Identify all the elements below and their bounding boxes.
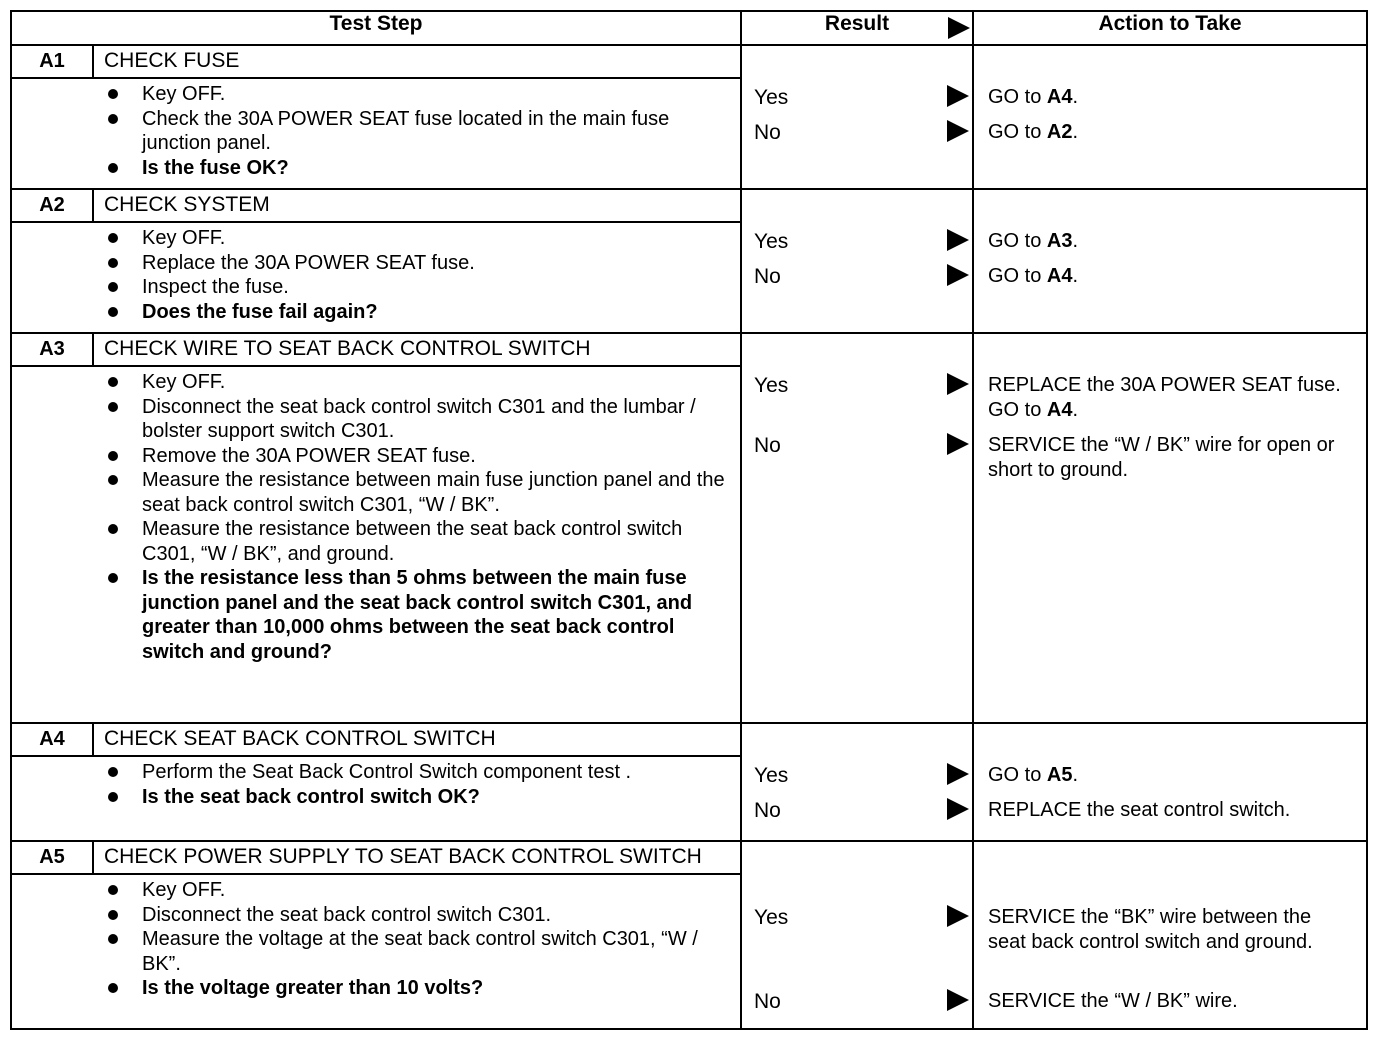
arrow-right-icon — [947, 85, 969, 107]
step-header-a1 — [12, 46, 740, 79]
diagnostic-test-table — [10, 10, 1366, 1030]
step-bullets — [12, 79, 740, 182]
step-bullets — [12, 875, 740, 1003]
result-yes: Yes — [754, 906, 789, 929]
action-text: SERVICE the “W / BK” wire. — [988, 990, 1238, 1012]
header-result — [741, 11, 973, 45]
step-cell-a1 — [11, 45, 741, 189]
bullet-item: Measure the resistance between the seat back control switch C301, “W / BK”, and ground. — [102, 517, 740, 566]
bullet-item: Key OFF. — [102, 878, 740, 903]
action-yes — [988, 905, 1352, 955]
bullet-item: Key OFF. — [102, 370, 740, 395]
arrow-right-icon — [947, 798, 969, 820]
arrow-right-icon — [947, 905, 969, 927]
step-bullets — [12, 223, 740, 326]
action-text: SERVICE the “W / BK” wire for open or short to ground. — [988, 434, 1335, 481]
action-cell-a3 — [973, 333, 1367, 723]
action-target[interactable]: A3 — [1046, 230, 1073, 252]
action-no — [988, 989, 1352, 1014]
bullet-item: Key OFF. — [102, 226, 740, 251]
action-no — [988, 433, 1352, 483]
action-target[interactable]: A4 — [1046, 399, 1073, 421]
arrow-right-icon — [947, 433, 969, 455]
step-row-a3 — [11, 333, 1367, 723]
action-no: GO to A2. — [988, 121, 1079, 143]
step-id: A1 — [12, 46, 94, 77]
action-cell-a1 — [973, 45, 1367, 189]
header-result-label: Result — [824, 12, 890, 35]
bullet-item: Disconnect the seat back control switch C301. — [102, 903, 740, 928]
result-cell-a3 — [741, 333, 973, 723]
step-cell-a3 — [11, 333, 741, 723]
step-question: Does the fuse fail again? — [102, 300, 740, 325]
action-text: REPLACE the 30A POWER SEAT fuse. GO to — [988, 374, 1341, 421]
arrow-right-icon — [947, 229, 969, 251]
action-text: GO to — [988, 121, 1042, 143]
step-row-a2 — [11, 189, 1367, 333]
step-id: A3 — [12, 334, 94, 365]
arrow-right-icon — [947, 120, 969, 142]
step-question: Is the resistance less than 5 ohms between the main fuse junction panel and the seat back control switch C301, and greater than 10,000 ohms between the seat back control switch and ground? — [102, 566, 740, 664]
header-test-step: Test Step — [11, 11, 741, 45]
arrow-right-icon — [947, 264, 969, 286]
result-yes: Yes — [754, 230, 789, 253]
action-text: GO to — [988, 764, 1042, 786]
step-id: A4 — [12, 724, 94, 755]
step-question: Is the voltage greater than 10 volts? — [102, 976, 740, 1001]
step-id: A2 — [12, 190, 94, 221]
step-title: CHECK FUSE — [104, 49, 240, 72]
action-cell-a2 — [973, 189, 1367, 333]
bullet-item: Inspect the fuse. — [102, 275, 740, 300]
bullet-item: Replace the 30A POWER SEAT fuse. — [102, 251, 740, 276]
action-text: SERVICE the “BK” wire between the seat back control switch and ground. — [988, 906, 1313, 953]
result-no: No — [754, 990, 781, 1013]
action-yes: GO to A3. — [988, 230, 1079, 252]
step-cell-a4 — [11, 723, 741, 841]
test-table — [10, 10, 1368, 1030]
step-question: Is the seat back control switch OK? — [102, 785, 740, 810]
result-no: No — [754, 799, 781, 822]
result-no: No — [754, 121, 781, 144]
step-title: CHECK SYSTEM — [104, 193, 270, 216]
step-title: CHECK SEAT BACK CONTROL SWITCH — [104, 727, 496, 750]
step-bullets — [12, 367, 740, 666]
action-yes: REPLACE the 30A POWER SEAT fuse. GO to A4. — [988, 374, 1341, 421]
action-no — [988, 798, 1352, 823]
arrow-right-icon — [947, 989, 969, 1011]
action-text: GO to — [988, 230, 1042, 252]
step-row-a4 — [11, 723, 1367, 841]
result-yes: Yes — [754, 374, 789, 397]
arrow-right-icon — [947, 373, 969, 395]
bullet-item: Measure the resistance between main fuse junction panel and the seat back control switch C301, “W / BK”. — [102, 468, 740, 517]
action-target[interactable]: A4 — [1046, 265, 1073, 287]
result-yes: Yes — [754, 86, 789, 109]
bullet-item: Check the 30A POWER SEAT fuse located in the main fuse junction panel. — [102, 107, 740, 156]
result-cell-a5 — [741, 841, 973, 1029]
action-target[interactable]: A4 — [1046, 86, 1073, 108]
action-yes: GO to A4. — [988, 86, 1079, 108]
action-target[interactable]: A5 — [1046, 764, 1073, 786]
step-cell-a5 — [11, 841, 741, 1029]
bullet-item: Disconnect the seat back control switch C301 and the lumbar / bolster support switch C301. — [102, 395, 740, 444]
step-header-a3 — [12, 334, 740, 367]
header-action: Action to Take — [973, 11, 1367, 45]
result-cell-a4 — [741, 723, 973, 841]
step-question: Is the fuse OK? — [102, 156, 740, 181]
action-text: REPLACE the seat control switch. — [988, 799, 1291, 821]
action-yes: GO to A5. — [988, 764, 1079, 786]
action-no: GO to A4. — [988, 265, 1079, 287]
step-header-a2 — [12, 190, 740, 223]
bullet-item: Key OFF. — [102, 82, 740, 107]
action-cell-a5 — [973, 841, 1367, 1029]
result-yes: Yes — [754, 764, 789, 787]
action-text: GO to — [988, 265, 1042, 287]
bullet-item: Measure the voltage at the seat back control switch C301, “W / BK”. — [102, 927, 740, 976]
header-row — [11, 11, 1367, 45]
action-cell-a4 — [973, 723, 1367, 841]
step-bullets — [12, 757, 740, 811]
result-cell-a1 — [741, 45, 973, 189]
step-title: CHECK WIRE TO SEAT BACK CONTROL SWITCH — [104, 337, 591, 360]
step-row-a5 — [11, 841, 1367, 1029]
step-title: CHECK POWER SUPPLY TO SEAT BACK CONTROL SWITCH — [104, 845, 702, 868]
action-text: GO to — [988, 86, 1042, 108]
bullet-item: Remove the 30A POWER SEAT fuse. — [102, 444, 740, 469]
step-header-a4 — [12, 724, 740, 757]
step-row-a1 — [11, 45, 1367, 189]
result-no: No — [754, 434, 781, 457]
arrow-right-icon — [948, 17, 970, 39]
step-id: A5 — [12, 842, 94, 873]
arrow-right-icon — [947, 763, 969, 785]
step-cell-a2 — [11, 189, 741, 333]
step-header-a5 — [12, 842, 740, 875]
bullet-item: Perform the Seat Back Control Switch component test . — [102, 760, 740, 785]
result-no: No — [754, 265, 781, 288]
action-target[interactable]: A2 — [1046, 121, 1073, 143]
result-cell-a2 — [741, 189, 973, 333]
